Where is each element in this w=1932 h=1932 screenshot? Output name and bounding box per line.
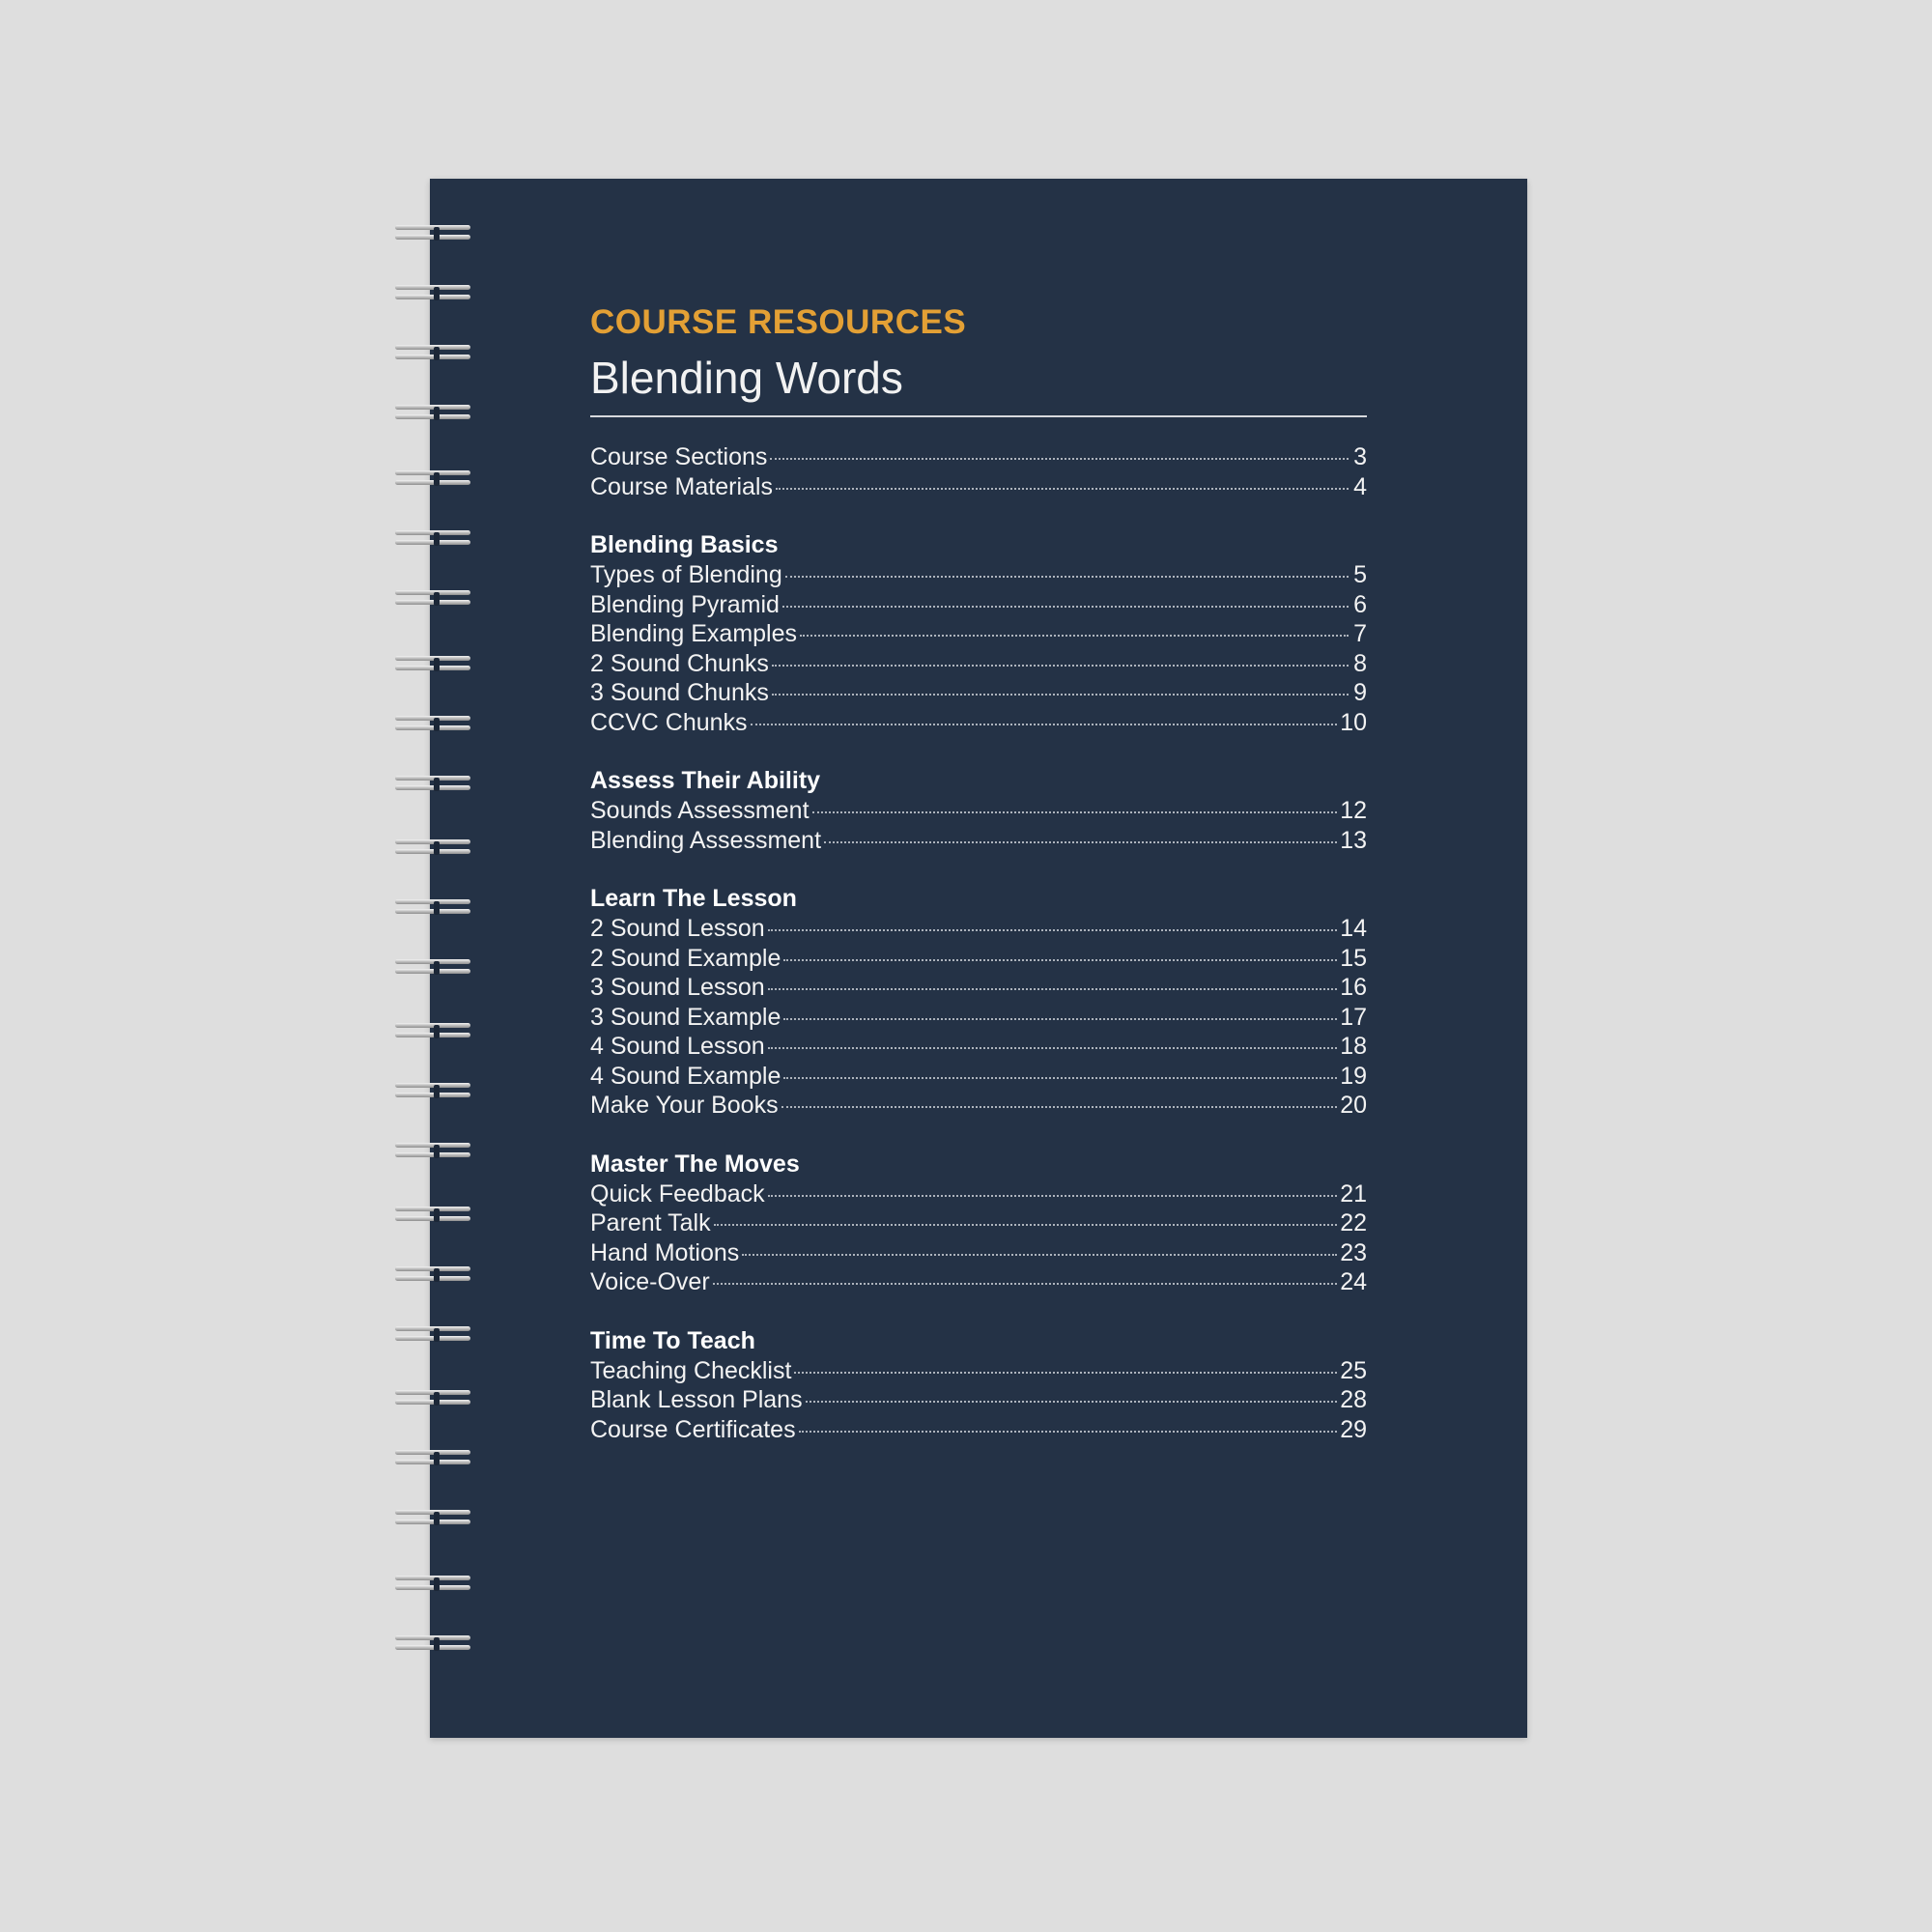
binding-ring [395, 1021, 474, 1042]
dot-leader [772, 665, 1349, 667]
toc-entry [590, 708, 1367, 738]
toc-entry [590, 442, 1367, 472]
toc-entry-label: Blending Pyramid [590, 590, 780, 618]
toc-entry-page: 18 [1340, 1033, 1367, 1060]
toc-entry-label: 3 Sound Example [590, 1003, 781, 1031]
binding-ring [395, 528, 474, 550]
toc-group [590, 530, 1367, 737]
toc-entry [590, 560, 1367, 590]
toc-entry [590, 914, 1367, 944]
toc-entry-label: 2 Sound Chunks [590, 649, 769, 677]
binding-ring [395, 403, 474, 424]
toc-entry-page: 23 [1340, 1238, 1367, 1266]
binding-ring [395, 1141, 474, 1162]
toc-entry-label: Course Certificates [590, 1415, 796, 1443]
dot-leader [806, 1401, 1338, 1403]
dot-leader [799, 1431, 1338, 1433]
toc-entry-page: 8 [1353, 649, 1367, 677]
toc-entry-label: Course Materials [590, 472, 773, 500]
toc-group [590, 766, 1367, 855]
dot-leader [781, 1106, 1338, 1108]
toc-entry-label: Teaching Checklist [590, 1356, 792, 1384]
binding-ring [395, 223, 474, 244]
binding-ring [395, 1574, 474, 1595]
toc-entry-label: Blending Examples [590, 620, 798, 647]
page-title: Blending Words [590, 353, 903, 403]
toc-entry [590, 826, 1367, 856]
toc-group-heading: Blending Basics [590, 531, 779, 558]
toc-entry-label: 2 Sound Lesson [590, 915, 765, 942]
dot-leader [800, 635, 1349, 637]
dot-leader [772, 694, 1349, 696]
dot-leader [783, 1077, 1337, 1079]
toc-entry [590, 1385, 1367, 1415]
toc-entry-label: Hand Motions [590, 1238, 740, 1266]
toc-entry [590, 1091, 1367, 1121]
toc-entry-page: 17 [1340, 1003, 1367, 1031]
toc-entry [590, 1267, 1367, 1297]
toc-group-heading: Time To Teach [590, 1326, 755, 1354]
dot-leader [782, 606, 1349, 608]
binding-ring [395, 838, 474, 859]
toc-entry-label: 3 Sound Chunks [590, 679, 769, 706]
binding-ring [395, 1205, 474, 1226]
toc-entry-label: 2 Sound Example [590, 944, 781, 972]
toc-entry [590, 649, 1367, 679]
toc-entry [590, 1356, 1367, 1386]
binding-ring [395, 1634, 474, 1655]
toc-entry-page: 13 [1340, 826, 1367, 854]
toc-entry-page: 9 [1353, 679, 1367, 706]
dot-leader [794, 1372, 1337, 1374]
dot-leader [783, 1018, 1337, 1020]
toc-entry-label: Course Sections [590, 443, 768, 470]
binding-ring [395, 774, 474, 795]
dot-leader [768, 929, 1337, 931]
binding-ring [395, 283, 474, 304]
binding-ring [395, 1081, 474, 1102]
toc-entry-page: 4 [1353, 472, 1367, 500]
dot-leader [776, 488, 1349, 490]
dot-leader [768, 1047, 1337, 1049]
binding-ring [395, 1448, 474, 1469]
binding-ring [395, 714, 474, 735]
spiral-binding [391, 179, 478, 1738]
toc-entry-label: Make Your Books [590, 1092, 779, 1119]
toc-entry [590, 1415, 1367, 1445]
dot-leader [742, 1254, 1337, 1256]
dot-leader [768, 988, 1337, 990]
toc-entry-label: 4 Sound Lesson [590, 1033, 765, 1060]
toc-entry-page: 7 [1353, 620, 1367, 647]
toc-entry-label: Parent Talk [590, 1209, 711, 1236]
dot-leader [751, 724, 1338, 725]
binding-ring [395, 654, 474, 675]
binding-ring [395, 469, 474, 490]
toc-entry [590, 1208, 1367, 1238]
toc-entry-page: 29 [1340, 1415, 1367, 1443]
toc-entry-page: 15 [1340, 944, 1367, 972]
toc-entry [590, 1062, 1367, 1092]
toc-entry-label: Blending Assessment [590, 826, 822, 854]
dot-leader [770, 458, 1349, 460]
title-divider [590, 415, 1367, 417]
toc-entry-label: Quick Feedback [590, 1179, 765, 1208]
toc-entry [590, 619, 1367, 649]
toc-entry-label: Blank Lesson Plans [590, 1386, 803, 1413]
toc-entry [590, 796, 1367, 826]
toc-group [590, 442, 1367, 501]
dot-leader [785, 576, 1349, 578]
section-eyebrow: COURSE RESOURCES [590, 303, 967, 341]
toc-entry-page: 19 [1340, 1062, 1367, 1090]
toc-entry [590, 1003, 1367, 1033]
toc-entry-page: 14 [1340, 915, 1367, 942]
toc-entry-page: 16 [1340, 974, 1367, 1001]
binding-ring [395, 1508, 474, 1529]
dot-leader [713, 1283, 1338, 1285]
toc-entry [590, 973, 1367, 1003]
toc-entry-label: 3 Sound Lesson [590, 974, 765, 1001]
toc-group-heading: Master The Moves [590, 1150, 800, 1178]
toc-group-heading: Assess Their Ability [590, 767, 821, 794]
toc-entry [590, 944, 1367, 974]
binding-ring [395, 897, 474, 919]
toc-entry-page: 10 [1340, 708, 1367, 736]
binding-ring [395, 1324, 474, 1346]
toc-group [590, 884, 1367, 1121]
table-of-contents [590, 442, 1367, 1444]
toc-entry-label: CCVC Chunks [590, 708, 748, 736]
toc-entry-page: 22 [1340, 1209, 1367, 1236]
toc-entry [590, 472, 1367, 502]
dot-leader [768, 1195, 1338, 1197]
toc-entry-page: 24 [1340, 1268, 1367, 1295]
toc-entry-page: 25 [1340, 1356, 1367, 1384]
toc-entry-page: 20 [1340, 1092, 1367, 1119]
toc-entry-page: 21 [1340, 1179, 1367, 1208]
dot-leader [714, 1224, 1338, 1226]
toc-group [590, 1326, 1367, 1445]
toc-entry [590, 678, 1367, 708]
binding-ring [395, 1264, 474, 1286]
dot-leader [812, 811, 1338, 813]
toc-entry-page: 3 [1353, 443, 1367, 470]
toc-entry-page: 12 [1340, 797, 1367, 824]
toc-entry [590, 1238, 1367, 1268]
toc-entry-label: Voice-Over [590, 1268, 710, 1295]
binding-ring [395, 957, 474, 979]
dot-leader [783, 959, 1337, 961]
dot-leader [824, 841, 1337, 843]
toc-entry-label: Types of Blending [590, 561, 782, 588]
toc-entry-page: 6 [1353, 590, 1367, 618]
toc-entry [590, 590, 1367, 620]
binding-ring [395, 1388, 474, 1409]
binding-ring [395, 343, 474, 364]
toc-page [590, 299, 1367, 1473]
toc-entry-page: 28 [1340, 1386, 1367, 1413]
toc-entry [590, 1179, 1367, 1209]
toc-entry-label: Sounds Assessment [590, 797, 810, 824]
binding-ring [395, 588, 474, 610]
toc-entry [590, 1032, 1367, 1062]
toc-group-heading: Learn The Lesson [590, 885, 797, 912]
toc-entry-label: 4 Sound Example [590, 1062, 781, 1090]
toc-entry-page: 5 [1353, 561, 1367, 588]
toc-group [590, 1150, 1367, 1297]
